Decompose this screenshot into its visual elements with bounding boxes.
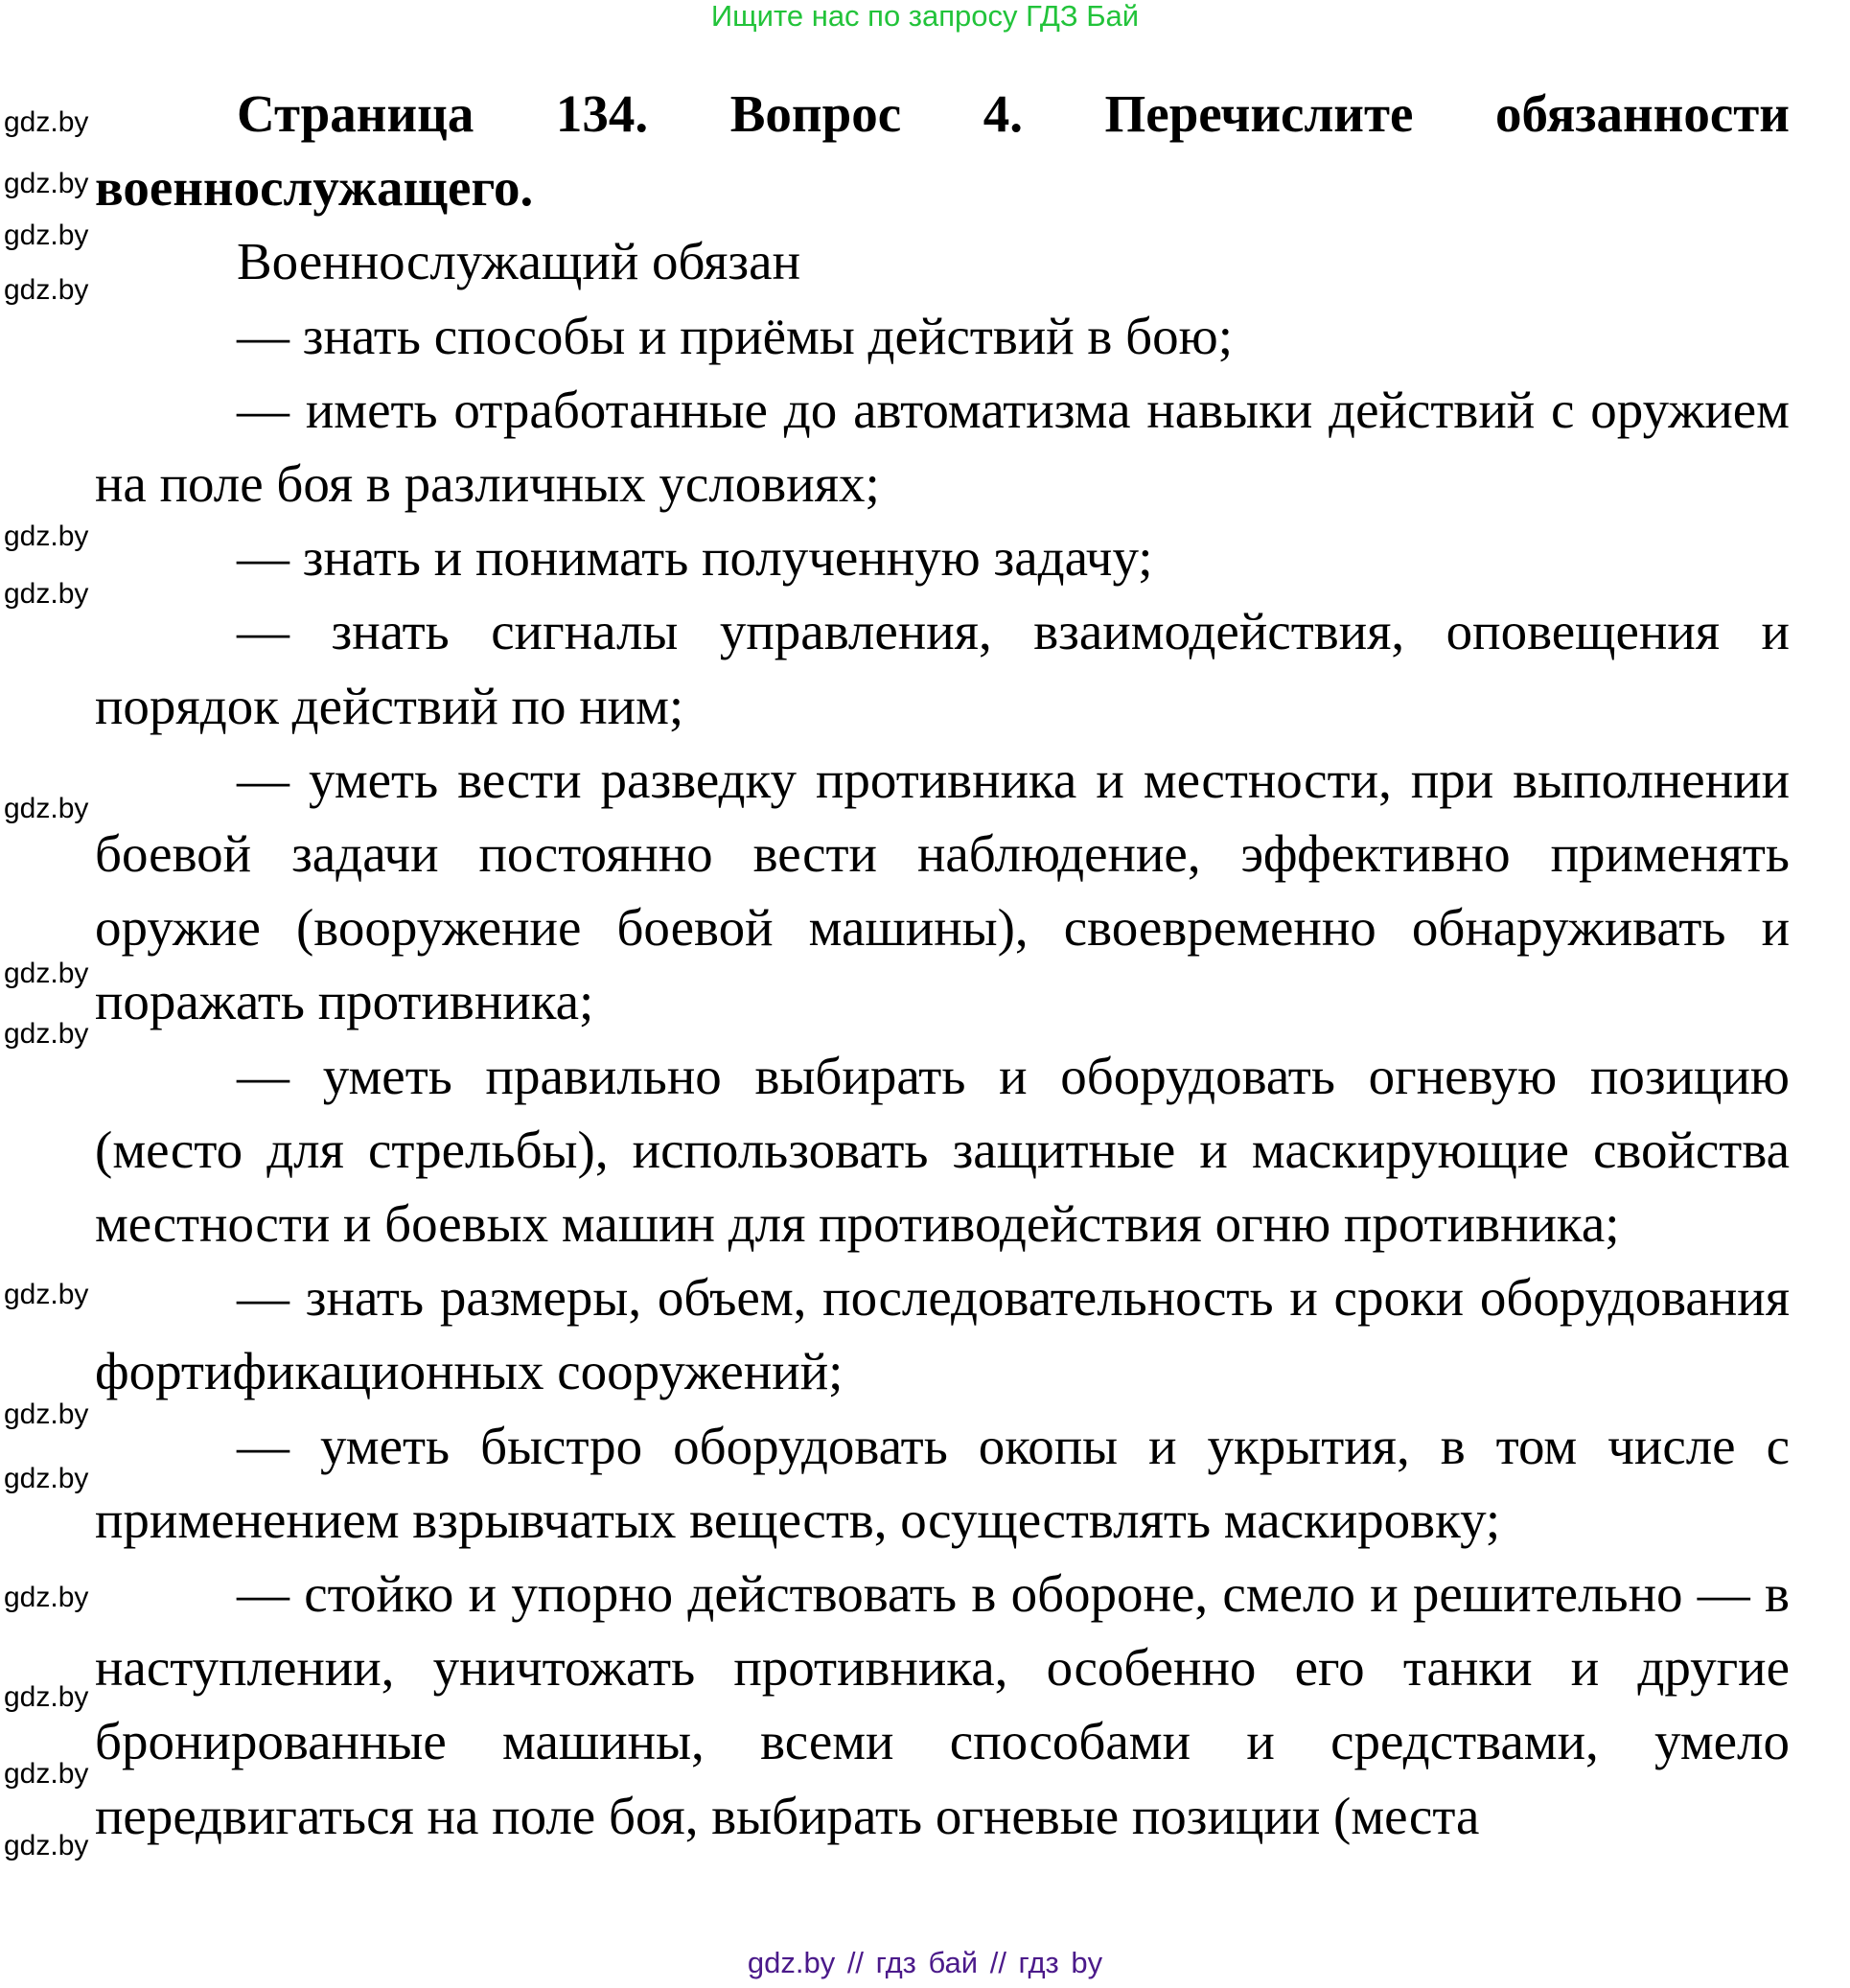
- watermark: gdz.by: [4, 106, 89, 138]
- watermark: gdz.by: [4, 168, 89, 199]
- list-item: — уметь вести разведку противника и местности, при выполнении боевой задачи постоянно вести наблюдение, эффективно применять оружие (вооружение боевой машины), своевременно обнаруживать и поражать противника;: [95, 750, 1790, 1031]
- watermark: gdz.by: [4, 1758, 89, 1790]
- list-item: — знать способы и приёмы действий в бою;: [237, 306, 1233, 365]
- watermark: gdz.by: [4, 958, 89, 989]
- search-banner: Ищите нас по запросу ГДЗ Бай: [710, 0, 1140, 33]
- list-item: — знать сигналы управления, взаимодействия, оповещения и порядок действий по ним;: [95, 602, 1790, 735]
- footer-links: gdz.by // гдз бай // гдз by: [747, 1946, 1103, 1979]
- watermark: gdz.by: [4, 1463, 89, 1494]
- watermark: gdz.by: [4, 1399, 89, 1430]
- watermark: gdz.by: [4, 220, 89, 251]
- list-item: — стойко и упорно действовать в обороне, смело и решительно — в наступлении, уничтожать противника, особенно его танки и другие бронированные машины, всеми способами и средствами, умело передвигаться на поле боя, выбирать огневые позиции (места: [95, 1564, 1790, 1845]
- watermark: gdz.by: [4, 274, 89, 306]
- watermark: gdz.by: [4, 793, 89, 824]
- list-item: — знать размеры, объем, последовательность и сроки оборудования фортификационных сооружений;: [95, 1268, 1790, 1401]
- watermark: gdz.by: [4, 1018, 89, 1050]
- watermark: gdz.by: [4, 1830, 89, 1861]
- watermark: gdz.by: [4, 1681, 89, 1713]
- watermark: gdz.by: [4, 520, 89, 552]
- watermark: gdz.by: [4, 1582, 89, 1613]
- intro-text: Военнослужащий обязан: [237, 232, 801, 291]
- question-heading: Страница 134. Вопрос 4. Перечислите обязанности военнослужащего.: [95, 84, 1790, 218]
- list-item: — уметь быстро оборудовать окопы и укрытия, в том числе с применением взрывчатых веществ, осуществлять маскировку;: [95, 1416, 1790, 1549]
- answer-content: [95, 77, 1790, 1927]
- watermark: gdz.by: [4, 578, 89, 610]
- watermark: gdz.by: [4, 1279, 89, 1310]
- list-item: — уметь правильно выбирать и оборудовать огневую позицию (место для стрельбы), использовать защитные и маскирующие свойства местности и боевых машин для противодействия огню противника;: [95, 1046, 1790, 1254]
- list-item: — знать и понимать полученную задачу;: [237, 528, 1153, 588]
- list-item: — иметь отработанные до автоматизма навыки действий с оружием на поле боя в различных условиях;: [95, 380, 1790, 514]
